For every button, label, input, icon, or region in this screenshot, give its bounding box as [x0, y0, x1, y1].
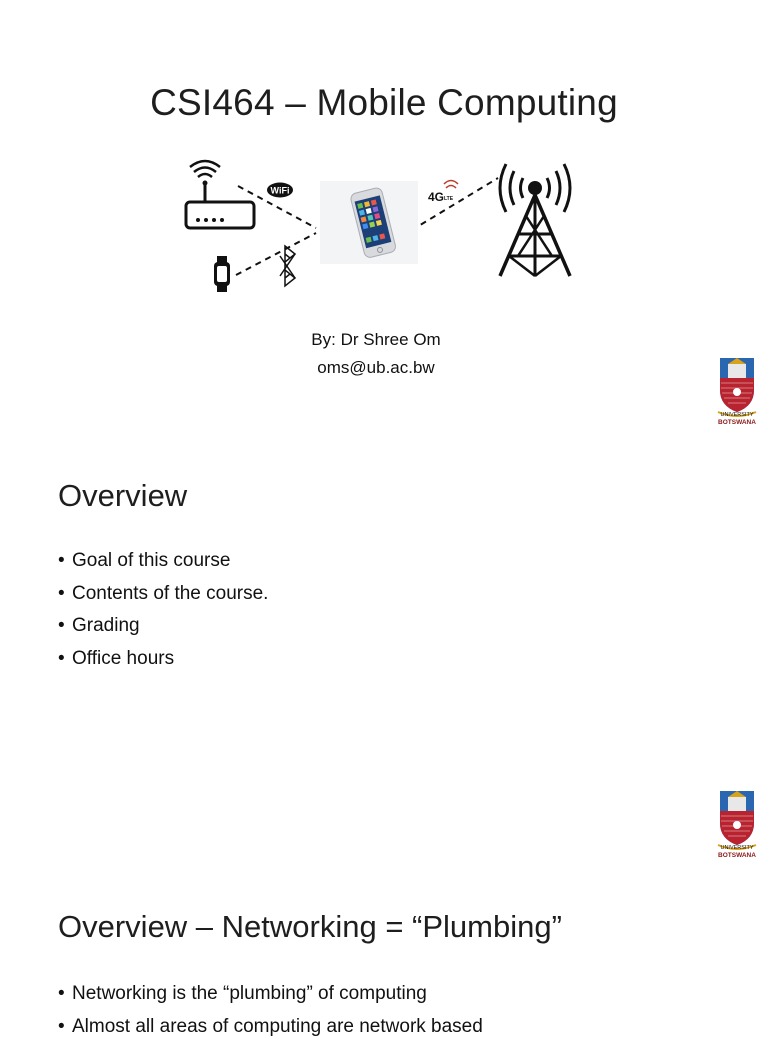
logo-line1: UNIVERSITY — [720, 845, 753, 851]
logo-line2: BOTSWANA — [718, 419, 756, 426]
bluetooth-icon — [280, 246, 295, 286]
lte-badge-text: 4G — [428, 190, 444, 204]
router-icon — [186, 161, 254, 228]
title-slide — [0, 0, 768, 440]
lte-badge-icon — [428, 181, 458, 205]
author-email: oms@ub.ac.bw — [0, 358, 752, 378]
wifi-badge-text: WiFi — [271, 186, 290, 196]
list-item: • Almost all areas of computing are network based — [58, 1011, 483, 1043]
list-item: • Grading — [58, 610, 268, 643]
slide-title: CSI464 – Mobile Computing — [0, 82, 768, 124]
overview-bullets — [58, 545, 268, 675]
list-item: • Goal of this course — [58, 545, 268, 578]
networking-bullets — [58, 978, 483, 1043]
networking-title: Overview – Networking = “Plumbing” — [58, 909, 562, 945]
university-logo-icon — [712, 785, 762, 861]
bluetooth-link — [236, 233, 316, 275]
list-item: • Office hours — [58, 643, 268, 676]
university-logo-icon — [712, 352, 762, 428]
list-item: • Networking is the “plumbing” of computing — [58, 978, 483, 1011]
logo-line1: UNIVERSITY — [720, 412, 753, 418]
author-line: By: Dr Shree Om — [0, 330, 752, 350]
smartphone-icon — [320, 181, 418, 264]
networking-slide — [0, 873, 768, 1024]
wifi-badge-icon — [267, 183, 293, 198]
cell-tower-icon — [500, 164, 570, 276]
mobile-connectivity-diagram — [176, 150, 586, 300]
overview-title: Overview — [58, 478, 187, 514]
lte-badge-subtext: LTE — [444, 196, 454, 202]
smartwatch-icon — [214, 256, 230, 292]
logo-line2: BOTSWANA — [718, 852, 756, 859]
list-item: • Contents of the course. — [58, 578, 268, 611]
overview-slide — [0, 440, 768, 873]
